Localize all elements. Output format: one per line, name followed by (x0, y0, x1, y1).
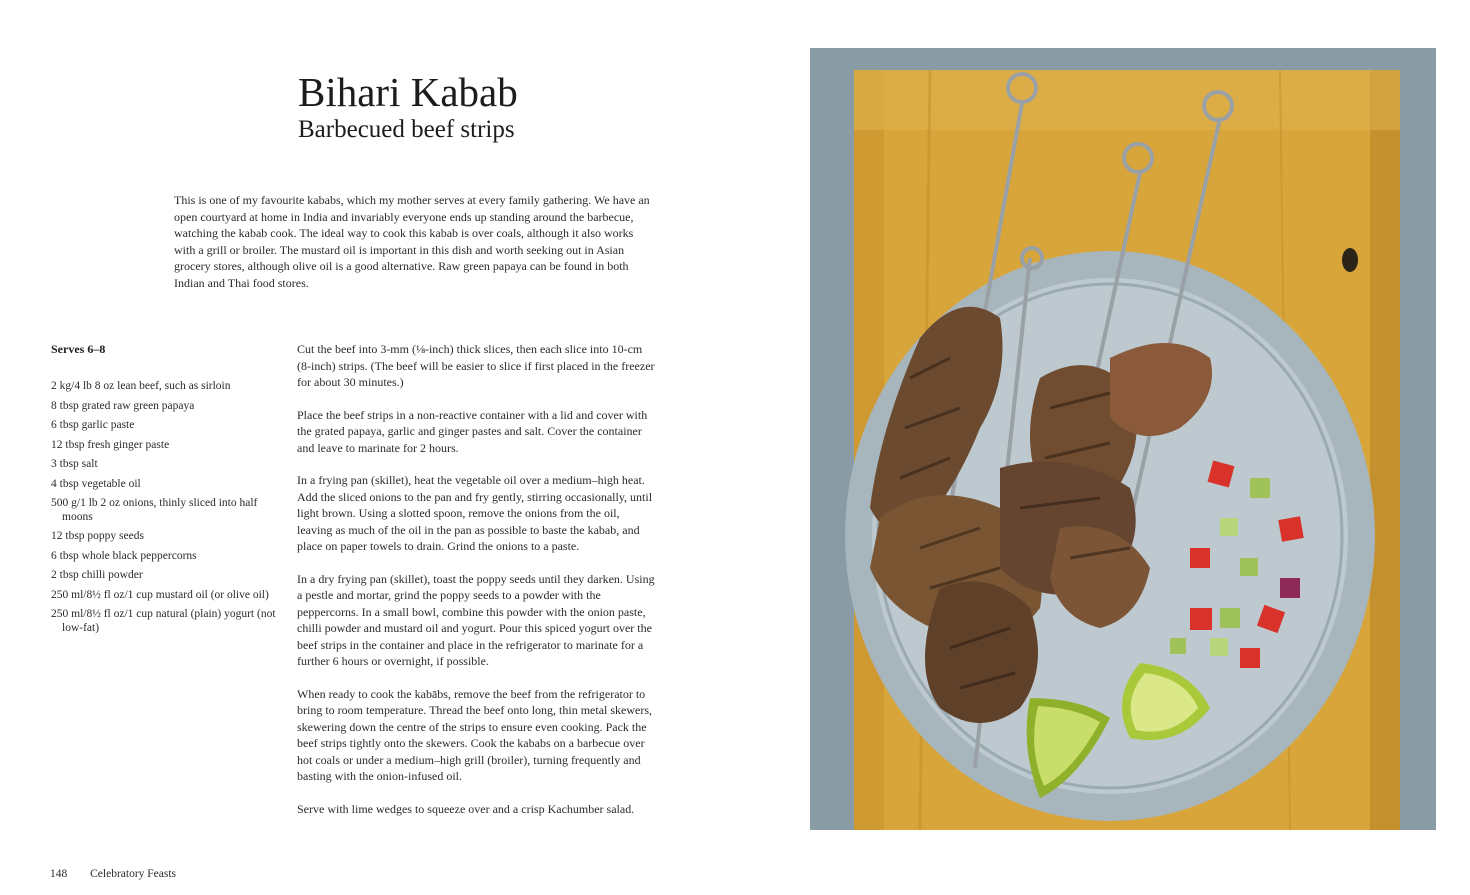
method-step: In a dry frying pan (skillet), toast the poppy seeds until they darken. Using a pestle and mortar, grind the poppy seeds to a powder with the peppercorns. In a small bowl, combine this powder with the onion paste, chilli powder and mustard oil and yogurt. Pour this spiced yogurt over the beef strips in the container and place in the refrigerator to marinate for a further 6 hours or overnight, if possible. (297, 571, 655, 668)
ingredient-item: 250 ml/8½ fl oz/1 cup mustard oil (or olive oil) (51, 588, 269, 601)
ingredient-item: 2 kg/4 lb 8 oz lean beef, such as sirloin (51, 380, 231, 392)
recipe-intro: This is one of my favourite kababs, which my mother serves at every family gathering. We have an open courtyard at home in India and invariably everyone ends up standing around the barbecue, watching the kabab cook. The ideal way to cook this kabab is over coals, although it also works with a grill or broiler. The mustard oil is important in this dish and worth seeking out in Asian grocery stores, although olive oil is a good alternative. Raw green papaya can be found in both Indian and Thai food stores. (174, 193, 650, 290)
section-name: Celebratory Feasts (90, 868, 177, 880)
kabab-illustration (810, 48, 1436, 830)
ingredient-list (51, 380, 283, 641)
method-step: In a frying pan (skillet), heat the vegetable oil over a medium–high heat. Add the sliced onions to the pan and fry gently, stirring occasionally, until light brown. Using a slotted spoon, remove the onions from the oil, leaving as much of the oil in the pan as possible to baste the kabab, and place on paper towels to drain. Grind the onions to a paste. (297, 473, 653, 553)
method-steps (297, 341, 657, 833)
ingredient-item: 12 tbsp fresh ginger paste (51, 438, 170, 451)
method-step: When ready to cook the kabābs, remove the beef from the refrigerator to bring to room temperature. Thread the beef onto long, thin metal skewers, skewering down the centre of the strips to ensure even cooking. Pack the beef strips tightly onto the skewers. Cook the kababs on a barbecue over hot coals or under a medium–high grill (broiler), turning frequently and basting with the onion-infused oil. (297, 686, 653, 783)
method-step: Cut the beef into 3-mm (⅛-inch) thick slices, then each slice into 10-cm (8-inch) strips. (The beef will be easier to slice if first placed in the freezer for about 30 minutes.) (297, 342, 655, 389)
ingredient-item: 6 tbsp garlic paste (51, 419, 135, 431)
ingredient-item: 3 tbsp salt (51, 458, 98, 470)
method-step: Serve with lime wedges to squeeze over and a crisp Kachumber salad. (297, 801, 635, 816)
recipe-title: Bihari Kabab (298, 69, 518, 115)
page-footer (50, 867, 176, 881)
serves-label: Serves 6–8 (51, 342, 106, 356)
board-knot (1342, 248, 1358, 272)
ingredient-item: 12 tbsp poppy seeds (51, 530, 144, 542)
recipe-subtitle: Barbecued beef strips (298, 116, 515, 143)
ingredient-item: 2 tbsp chilli powder (51, 569, 143, 581)
ingredient-item: 250 ml/8½ fl oz/1 cup natural (plain) yogurt (not low-fat) (51, 608, 276, 634)
page-number: 148 (50, 868, 68, 880)
ingredient-item: 8 tbsp grated raw green papaya (51, 399, 195, 412)
dish-photo (810, 48, 1436, 830)
ingredient-item: 500 g/1 lb 2 oz onions, thinly sliced into half moons (51, 497, 258, 523)
method-step: Place the beef strips in a non-reactive container with a lid and cover with the grated papaya, garlic and ginger pastes and salt. Cover the container and leave to marinate for 2 hours. (297, 407, 648, 455)
ingredient-item: 4 tbsp vegetable oil (51, 477, 141, 490)
ingredient-item: 6 tbsp whole black peppercorns (51, 549, 197, 562)
